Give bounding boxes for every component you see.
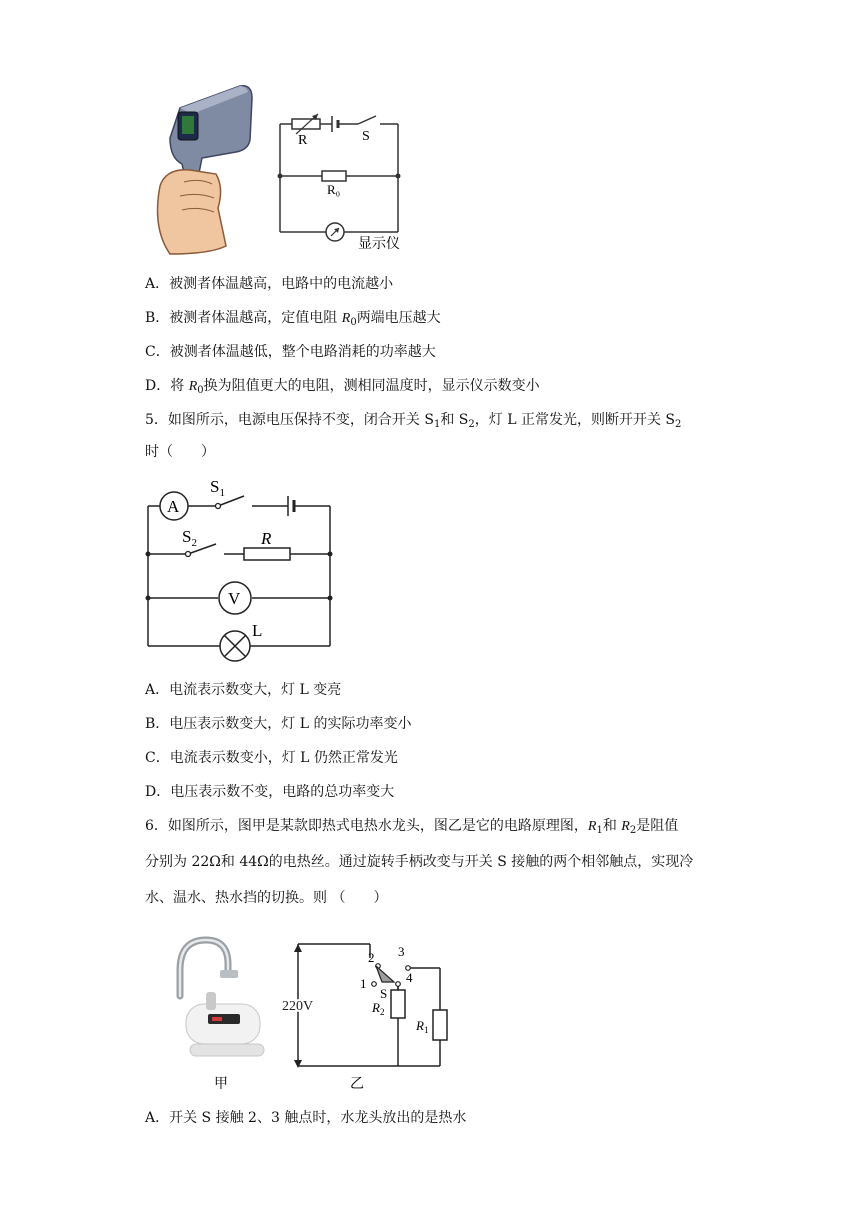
resistor-r1 bbox=[433, 1010, 447, 1040]
contact-1: 1 bbox=[360, 976, 367, 991]
switch-label: S bbox=[380, 986, 388, 1001]
q4-option-c: C．被测者体温越低，整个电路消耗的功率越大 bbox=[145, 344, 436, 360]
s1-label: $S_1$ bbox=[210, 477, 225, 499]
label-r: R bbox=[298, 133, 308, 148]
label-jia: 甲 bbox=[214, 1077, 228, 1092]
label-display: 显示仪 bbox=[358, 237, 400, 252]
label-yi: 乙 bbox=[350, 1077, 364, 1092]
voltmeter-label: V bbox=[228, 589, 241, 608]
resistor-r0 bbox=[322, 171, 346, 181]
q4-option-d: D．将 $R_0$换为阻值更大的电阻，测相同温度时，显示仪示数变小 bbox=[145, 378, 540, 396]
q4-option-b: B．被测者体温越高，定值电阻 $R_0$两端电压越大 bbox=[145, 310, 441, 328]
figure-thermometer-circuit bbox=[140, 78, 420, 268]
q5-stem-line2: 时（ ） bbox=[145, 444, 215, 460]
q6-option-a: A．开关 S 接触 2、3 触点时，水龙头放出的是热水 bbox=[145, 1110, 467, 1126]
r2-label: $R_2$ bbox=[372, 1000, 385, 1017]
contact-3: 3 bbox=[398, 944, 405, 959]
thermistor-r bbox=[292, 119, 320, 129]
lamp-label: L bbox=[252, 621, 263, 640]
q4-option-a: A．被测者体温越高，电路中的电流越小 bbox=[145, 276, 394, 292]
q5-stem-line1: 5．如图所示，电源电压保持不变，闭合开关 $S_1$和 $S_2$，灯 L 正常发光，则断开开关 $S_2$ bbox=[145, 412, 682, 430]
label-voltage: 220V bbox=[282, 999, 314, 1014]
s2-label: $S_2$ bbox=[182, 527, 197, 549]
q6-stem-line2: 分别为 22Ω和 44Ω的电热丝。通过旋转手柄改变与开关 S 接触的两个相邻触点，实现冷 bbox=[145, 854, 694, 870]
contact-4: 4 bbox=[406, 970, 413, 985]
r-label: R bbox=[261, 529, 272, 548]
q5-option-d: D．电压表示数不变，电路的总功率变大 bbox=[145, 784, 395, 800]
q6-stem-line3: 水、温水、热水挡的切换。则 （ ） bbox=[145, 890, 388, 906]
q5-option-b: B．电压表示数变大，灯 L 的实际功率变小 bbox=[145, 716, 412, 732]
label-s: S bbox=[362, 129, 370, 144]
label-r0: R₀ bbox=[327, 182, 341, 197]
q6-figure bbox=[150, 930, 470, 1096]
q5-option-c: C．电流表示数变小，灯 L 仍然正常发光 bbox=[145, 750, 398, 766]
q5-option-a: A．电流表示数变大，灯 L 变亮 bbox=[145, 682, 342, 698]
ammeter-label: A bbox=[167, 497, 180, 516]
q5-circuit-figure bbox=[140, 474, 340, 670]
contact-2: 2 bbox=[368, 950, 375, 965]
r1-label: $R_1$ bbox=[416, 1018, 429, 1035]
q6-stem-line1: 6．如图所示，图甲是某款即热式电热水龙头，图乙是它的电路原理图，$R_1$和 $R_2$是阻值 bbox=[145, 818, 679, 836]
resistor-r2 bbox=[391, 990, 405, 1018]
faucet-illustration bbox=[180, 940, 264, 1056]
thermometer-gun-illustration bbox=[158, 86, 252, 254]
resistor-r bbox=[244, 548, 290, 560]
rotary-switch-s bbox=[376, 966, 394, 982]
